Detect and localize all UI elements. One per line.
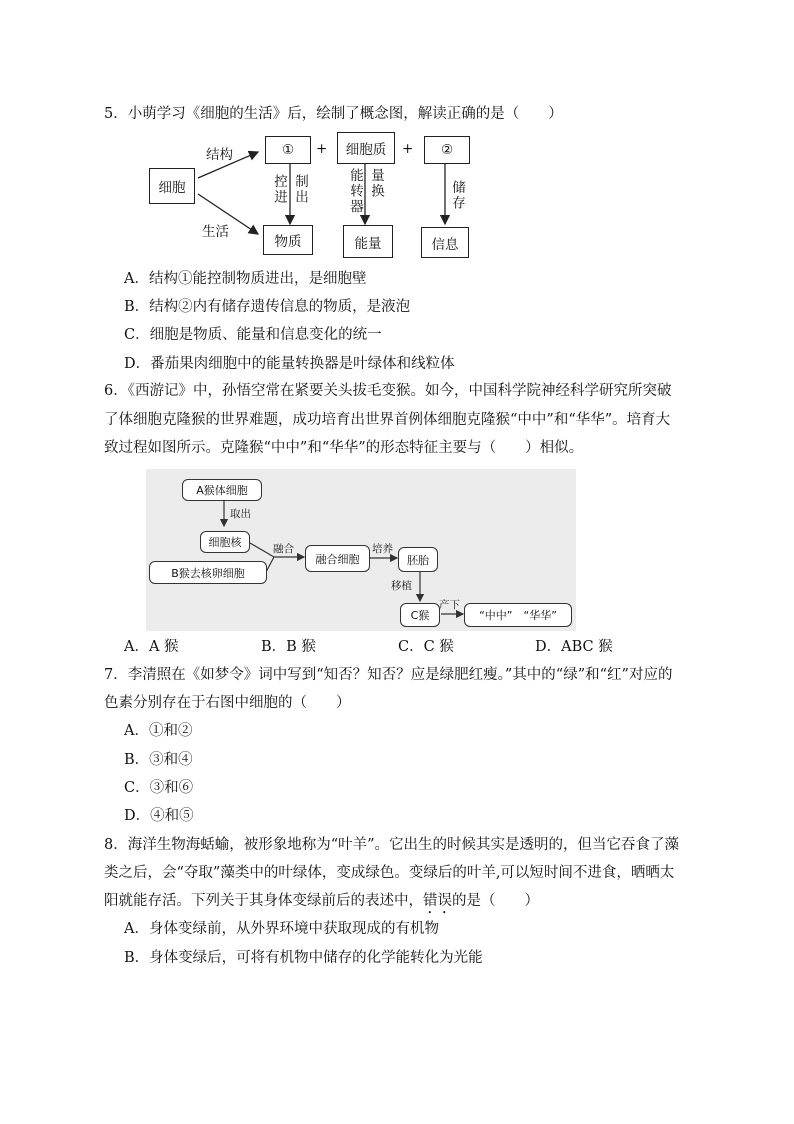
node-structure-2: ② [424, 136, 470, 164]
q8-stem-line-1: 8．海洋生物海蛞蝓，被形象地称为“叶羊”。它出生的时候其实是透明的，但当它吞食了藻 [104, 837, 680, 853]
node-cell: 细胞 [149, 168, 195, 204]
node-offspring: “中中” “华华” [464, 603, 572, 627]
label-culture: 培养 [372, 543, 393, 555]
label-energy-left: 能转器 [347, 168, 363, 215]
plus-sign-2: + [402, 141, 414, 157]
q6-stem-line-3: 致过程如图所示。克隆猴“中中”和“华华”的形态特征主要与（ ）相似。 [104, 440, 584, 456]
node-c-monkey: C猴 [400, 603, 440, 627]
node-cytoplasm: 细胞质 [337, 132, 395, 164]
q6-option-b: B．B 猴 [261, 639, 316, 655]
label-control-right: 制出 [292, 174, 308, 205]
q8-stem-line-3 [104, 891, 539, 917]
q8-stem-line-2: 类之后，会“夺取”藻类中的叶绿体，变成绿色。变绿后的叶羊,可以短时间不进食，晒晒太 [104, 865, 675, 881]
plus-sign-1: + [316, 141, 328, 157]
node-b-monkey-egg: B猴去核卵细胞 [149, 561, 267, 584]
q5-option-a: A．结构①能控制物质进出，是细胞壁 [124, 271, 367, 287]
q6-option-a: A．A 猴 [124, 639, 179, 655]
q5-option-d: D．番茄果肉细胞中的能量转换器是叶绿体和线粒体 [124, 356, 455, 372]
q6-stem-line-2: 了体细胞克隆猴的世界难题，成功培育出世界首例体细胞克隆猴“中中”和“华华”。培育大 [104, 412, 671, 428]
label-store: 储存 [449, 180, 465, 211]
q6-option-c: C．C 猴 [398, 639, 454, 655]
node-info: 信息 [421, 227, 469, 258]
node-nucleus: 细胞核 [200, 531, 250, 553]
label-control-left: 控进 [271, 174, 287, 205]
q7-option-d: D．④和⑤ [124, 808, 194, 824]
q7-option-c: C．③和⑥ [124, 780, 194, 796]
q8-stem-line-3-post: 的是（ ） [452, 893, 539, 909]
q5-option-c: C．细胞是物质、能量和信息变化的统一 [124, 327, 382, 343]
q5-option-b: B．结构②内有储存遗传信息的物质，是液泡 [124, 299, 411, 315]
label-take-out: 取出 [230, 508, 251, 520]
node-fused-cell: 融合细胞 [305, 545, 370, 572]
label-structure: 结构 [206, 147, 233, 163]
node-structure-1: ① [265, 136, 311, 164]
q8-stem-line-3-pre: 阳就能存活。下列关于其身体变绿前后的表述中， [104, 893, 423, 909]
node-embryo: 胚胎 [398, 547, 438, 572]
q8-option-b: B．身体变绿后，可将有机物中储存的化学能转化为光能 [124, 950, 483, 966]
q8-option-a: A．身体变绿前，从外界环境中获取现成的有机物 [124, 921, 439, 937]
node-a-monkey-cell: A猴体细胞 [182, 479, 262, 501]
q7-option-b: B．③和④ [124, 752, 193, 768]
q5-stem: 5．小萌学习《细胞的生活》后，绘制了概念图，解读正确的是（ ） [104, 106, 563, 122]
q7-stem-line-1: 7．李清照在《如梦令》词中写到“知否？知否？应是绿肥红瘦。”其中的“绿”和“红”对应的 [104, 667, 673, 683]
q7-stem-line-2: 色素分别存在于右图中细胞的（ ） [104, 695, 351, 711]
q6-option-d: D．ABC 猴 [535, 639, 613, 655]
q7-option-a: A．①和② [124, 723, 193, 739]
node-energy: 能量 [343, 225, 393, 258]
label-life: 生活 [202, 224, 229, 240]
label-birth: 产下 [439, 599, 460, 611]
label-transplant: 移植 [391, 580, 412, 592]
label-fuse: 融合 [273, 543, 294, 555]
q6-stem-line-1: 6．《西游记》中，孙悟空常在紧要关头拔毛变猴。如今，中国科学院神经科学研究所突破 [104, 383, 672, 399]
label-energy-right: 量换 [368, 168, 384, 199]
node-matter: 物质 [263, 225, 313, 255]
q8-emphasis-wrong: 错误 [423, 893, 452, 909]
